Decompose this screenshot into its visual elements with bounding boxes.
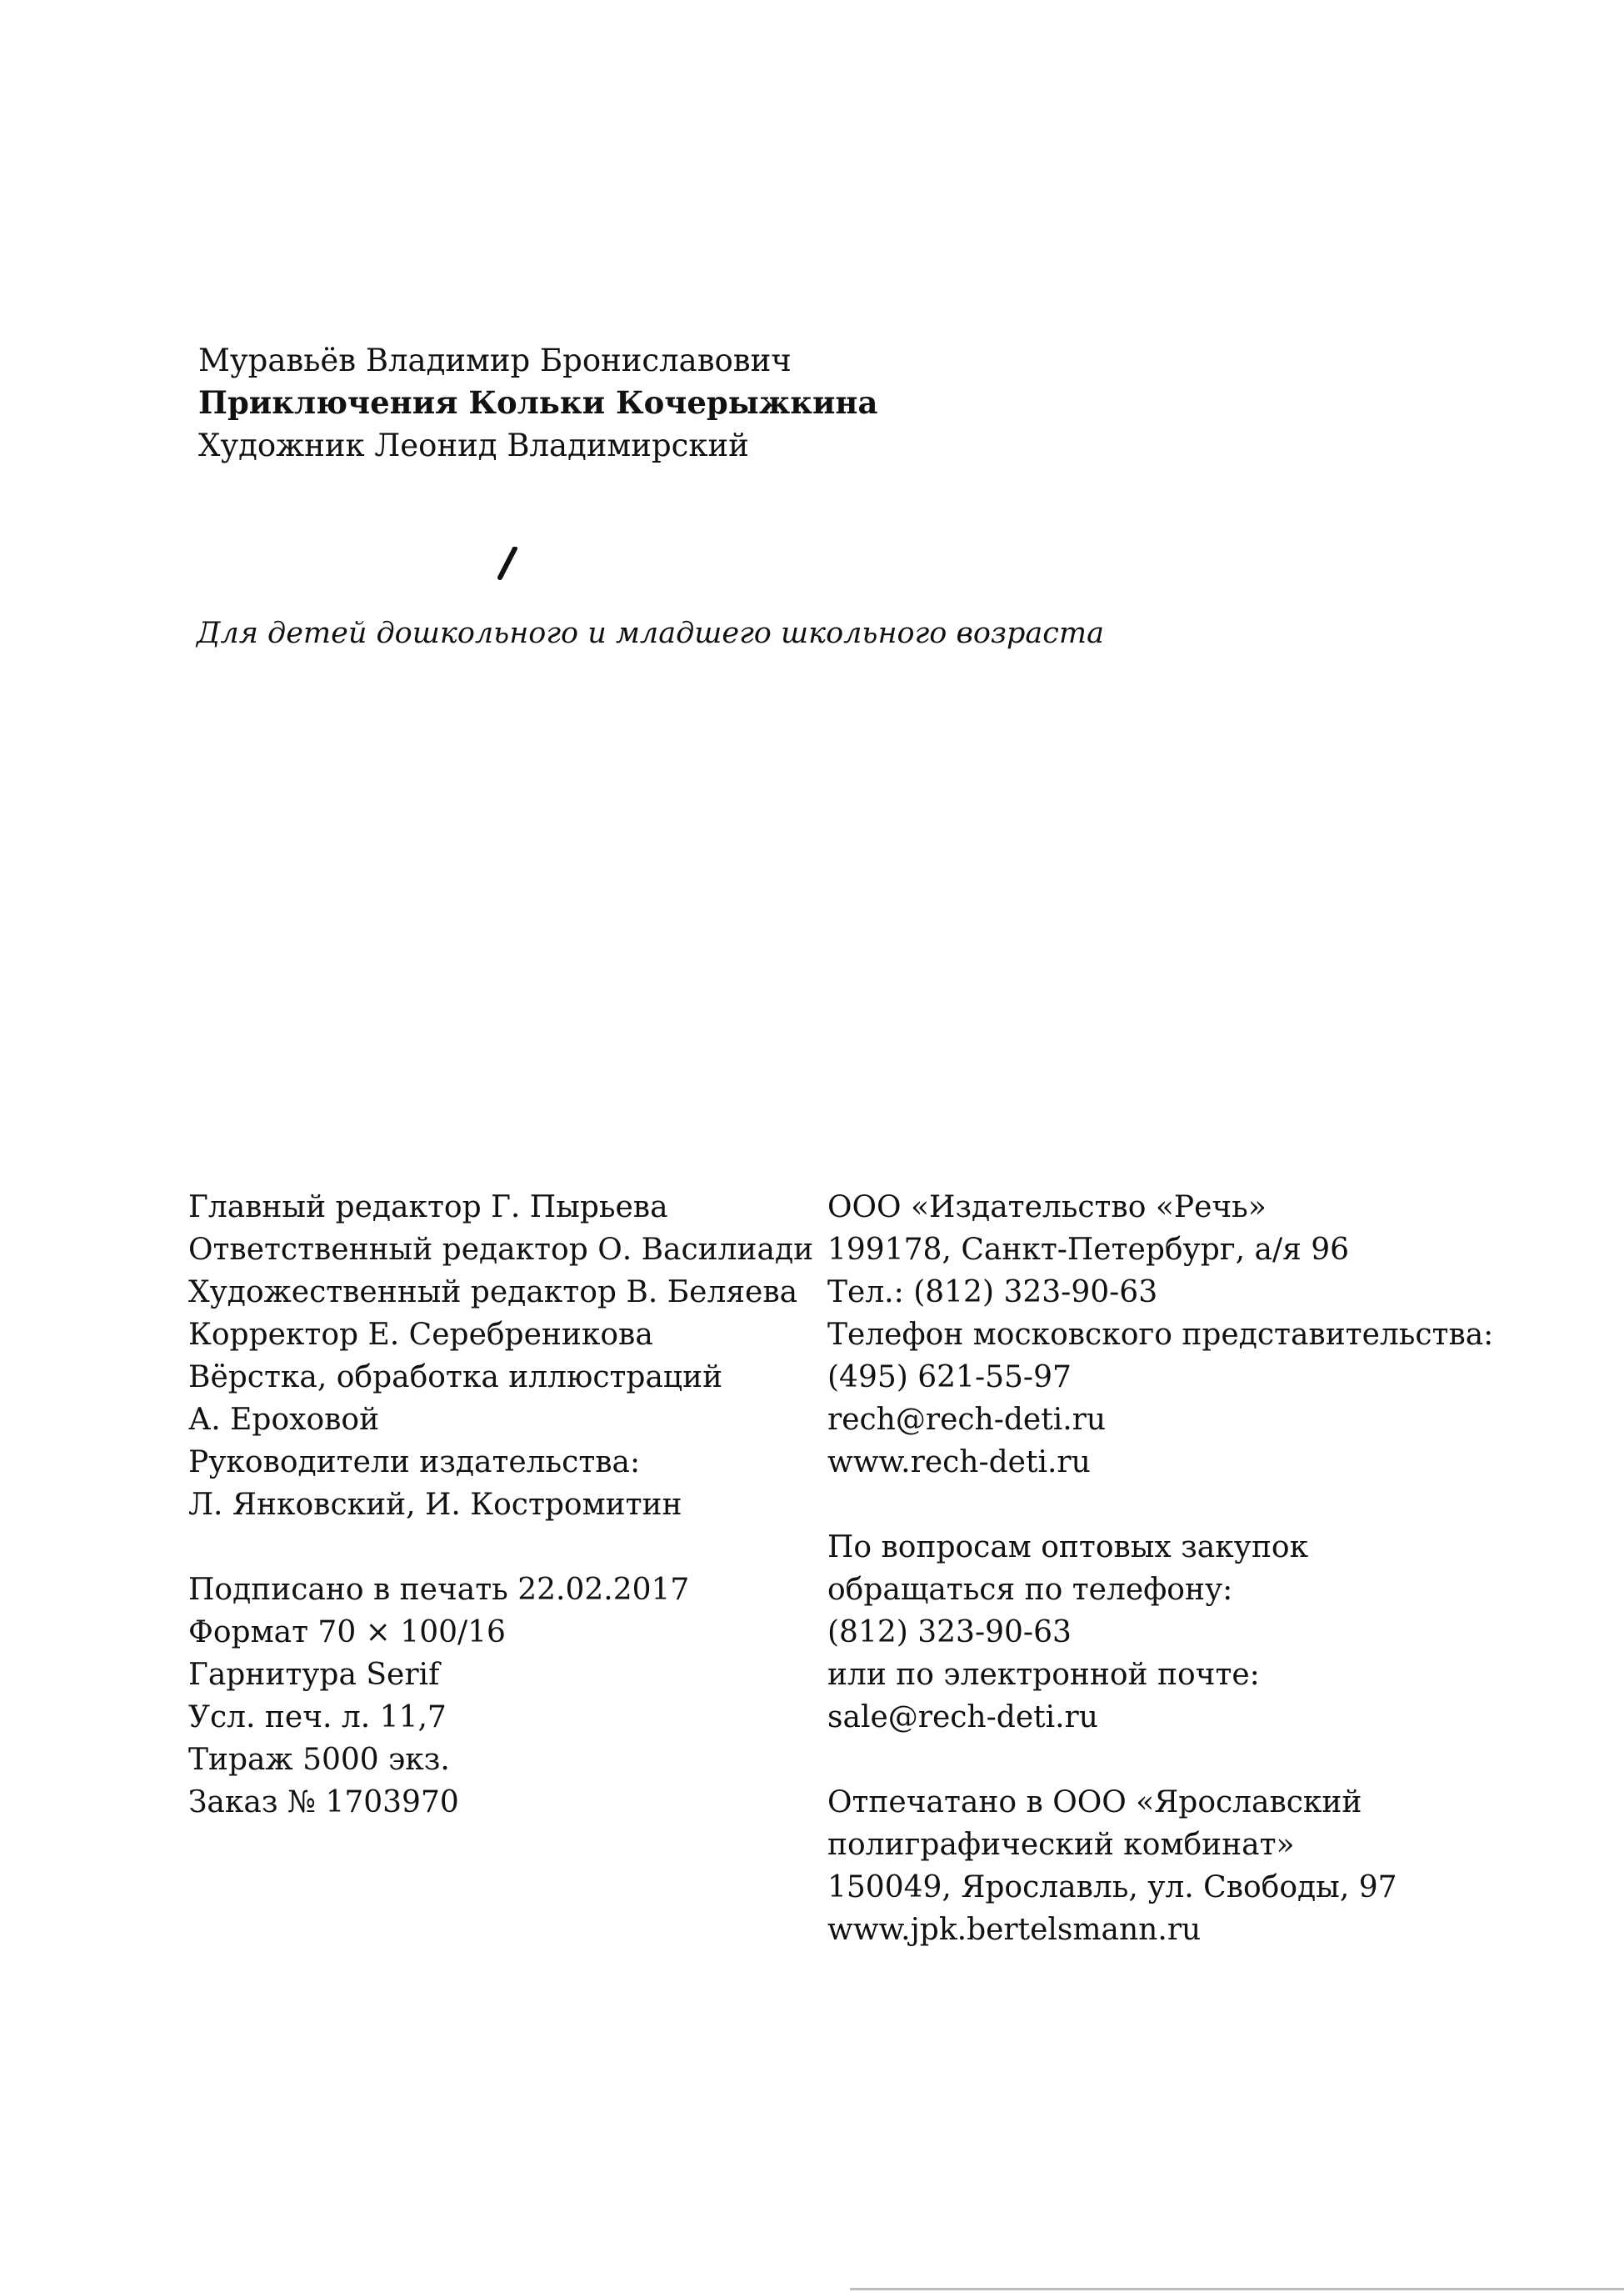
print-detail-line: Усл. печ. л. 11,7 [188, 1700, 447, 1734]
credit-line: А. Ероховой [188, 1403, 380, 1437]
publisher-website: www.rech-deti.ru [827, 1445, 1091, 1479]
wholesale-contacts [827, 1526, 1493, 1739]
wholesale-line: (812) 323-90-63 [827, 1615, 1072, 1649]
print-detail-line: Подписано в печать 22.02.2017 [188, 1573, 690, 1607]
credit-line: Корректор Е. Серебреникова [188, 1318, 653, 1352]
printer-info [827, 1781, 1493, 1951]
publisher-line: 199178, Санкт-Петербург, а/я 96 [827, 1233, 1350, 1267]
printer-line: 150049, Ярославль, ул. Свободы, 97 [827, 1870, 1397, 1904]
imprint-right-column [827, 1186, 1493, 1951]
publisher-contacts [827, 1186, 1493, 1484]
book-header [198, 339, 877, 467]
wholesale-line: обращаться по телефону: [827, 1573, 1233, 1607]
publisher-email: rech@rech-deti.ru [827, 1403, 1107, 1437]
page-edge-divider [850, 2288, 1624, 2290]
imprint-left-column [188, 1186, 813, 1824]
printer-line: полиграфический комбинат» [827, 1828, 1295, 1862]
wholesale-email: sale@rech-deti.ru [827, 1700, 1098, 1734]
publisher-line: Тел.: (812) 323-90-63 [827, 1275, 1158, 1309]
credit-line: Ответственный редактор О. Василиади [188, 1233, 814, 1267]
credit-line: Вёрстка, обработка иллюстраций [188, 1360, 723, 1394]
print-detail-line: Тираж 5000 экз. [188, 1743, 450, 1777]
publisher-line: (495) 621-55-97 [827, 1360, 1072, 1394]
author-name: Муравьёв Владимир Брониславович [198, 343, 792, 378]
editorial-credits [188, 1186, 813, 1526]
print-detail-line: Гарнитура Serif [188, 1658, 440, 1692]
wholesale-line: или по электронной почте: [827, 1658, 1260, 1692]
print-details [188, 1569, 813, 1824]
credit-line: Л. Янковский, И. Костромитин [188, 1488, 682, 1522]
printer-line: Отпечатано в ООО «Ярославский [827, 1785, 1362, 1819]
publisher-line: Телефон московского представительства: [827, 1318, 1494, 1352]
pen-mark-icon [497, 547, 518, 580]
audience-note: Для детей дошкольного и младшего школьного возраста [197, 617, 1104, 650]
credit-line: Руководители издательства: [188, 1445, 641, 1479]
publisher-line: ООО «Издательство «Речь» [827, 1190, 1267, 1224]
book-title: Приключения Кольки Кочерыжкина [198, 384, 878, 421]
print-detail-line: Заказ № 1703970 [188, 1785, 459, 1819]
wholesale-line: По вопросам оптовых закупок [827, 1530, 1309, 1564]
illustrator-name: Художник Леонид Владимирский [198, 428, 749, 463]
print-detail-line: Формат 70 × 100/16 [188, 1615, 506, 1649]
credit-line: Главный редактор Г. Пырьева [188, 1190, 668, 1224]
printer-website: www.jpk.bertelsmann.ru [827, 1913, 1202, 1947]
credit-line: Художественный редактор В. Беляева [188, 1275, 798, 1309]
